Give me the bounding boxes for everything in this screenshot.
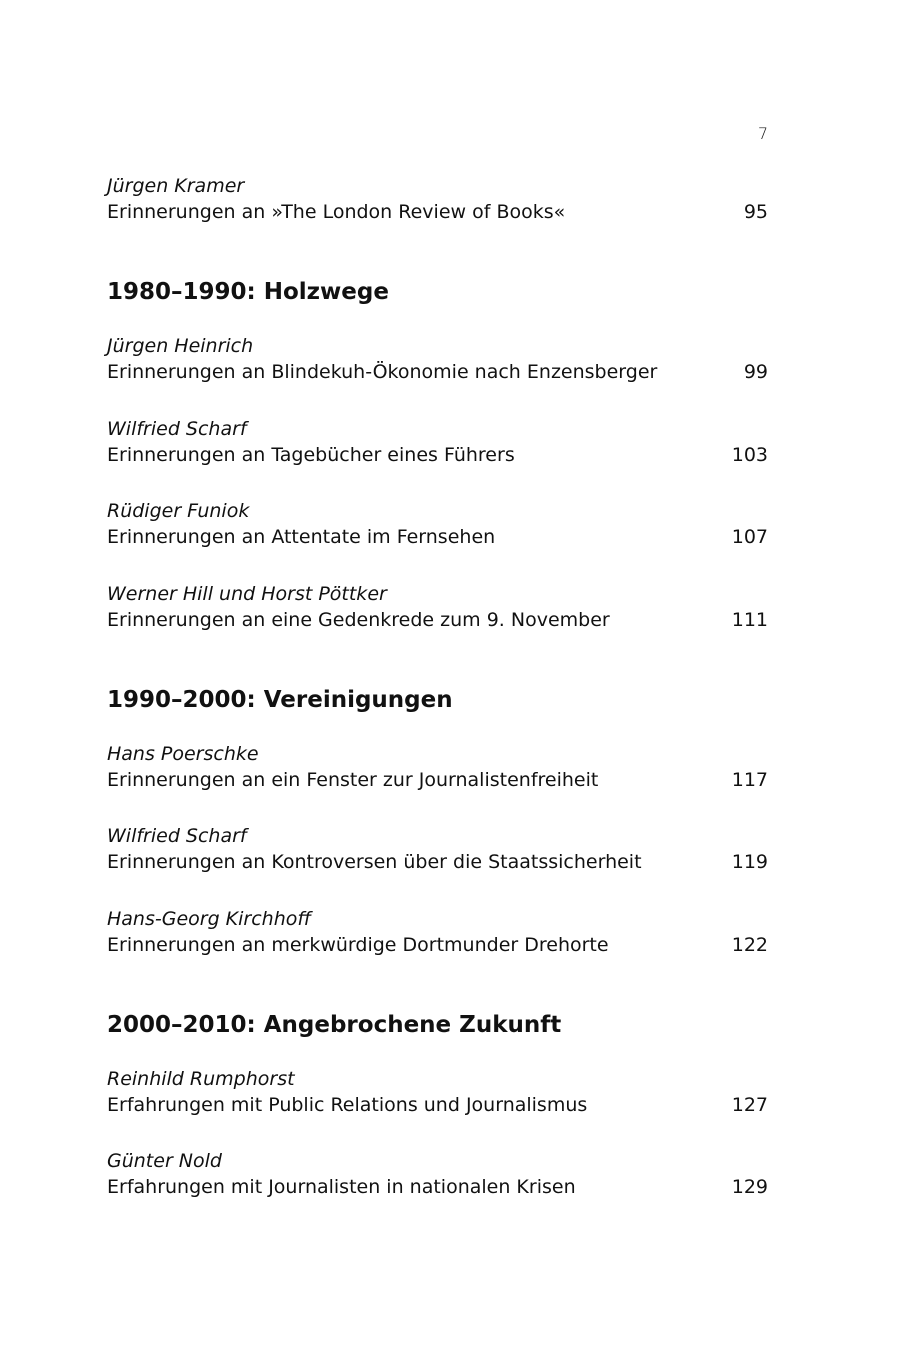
section-heading: 1980–1990: Holzwege [107, 279, 389, 305]
entry-page-number: 107 [731, 526, 768, 548]
entry-author: Jürgen Kramer [107, 175, 245, 197]
entry-page-number: 103 [731, 443, 768, 466]
entry-author: Jürgen Heinrich [107, 335, 254, 357]
toc-entry [107, 823, 768, 875]
section-heading: 1990–2000: Vereinigungen [107, 686, 453, 713]
entry-title: Erinnerungen an Attentate im Fernsehen [107, 526, 496, 548]
entry-page-number: 99 [743, 361, 768, 383]
toc-entry [107, 741, 768, 793]
entry-title-line [107, 442, 768, 468]
entry-title-line [107, 932, 768, 958]
entry-title: Erinnerungen an ein Fenster zur Journalistenfreiheit [107, 768, 599, 791]
entry-page-number: 127 [731, 1093, 768, 1116]
entry-title-line [107, 767, 768, 793]
entry-title: Erinnerungen an Kontroversen über die Staatssicherheit [107, 851, 642, 873]
entry-author: Wilfried Scharf [107, 417, 247, 440]
entry-title-line [107, 199, 768, 225]
entry-title: Erinnerungen an »The London Review of Books« [107, 201, 566, 223]
toc-section [107, 1010, 768, 1201]
entry-title-line [107, 1174, 768, 1200]
entry-title-line [107, 359, 768, 385]
entry-title: Erinnerungen an eine Gedenkrede zum 9. November [107, 608, 610, 631]
toc-entry [107, 173, 768, 225]
entry-title: Erinnerungen an Blindekuh-Ökonomie nach Enzensberger [107, 361, 658, 383]
entry-author: Werner Hill und Horst Pöttker [107, 582, 387, 605]
toc-entry [107, 416, 768, 468]
toc-entry [107, 1066, 768, 1118]
page-number: 7 [757, 124, 768, 143]
entry-author: Reinhild Rumphorst [107, 1067, 295, 1090]
entry-title-line [107, 849, 768, 875]
entry-author: Hans-Georg Kirchhoff [107, 907, 312, 930]
toc-entry [107, 1148, 768, 1200]
toc-entry [107, 581, 768, 633]
entry-author: Günter Nold [107, 1150, 222, 1172]
entry-title: Erfahrungen mit Public Relations und Journalismus [107, 1093, 588, 1116]
entry-author: Rüdiger Funiok [107, 500, 250, 522]
entry-page-number: 95 [743, 201, 768, 223]
toc-section [107, 685, 768, 958]
section-heading: 2000–2010: Angebrochene Zukunft [107, 1011, 562, 1038]
entry-title-line [107, 1092, 768, 1118]
toc-entry [107, 333, 768, 385]
table-of-contents [107, 173, 768, 1231]
entry-title-line [107, 524, 768, 550]
entry-page-number: 117 [731, 768, 768, 791]
toc-entry [107, 906, 768, 958]
toc-section [107, 277, 768, 633]
entry-page-number: 129 [731, 1176, 768, 1198]
entry-page-number: 119 [731, 851, 768, 873]
entry-title: Erinnerungen an merkwürdige Dortmunder Drehorte [107, 933, 609, 956]
toc-entry [107, 498, 768, 550]
entry-author: Hans Poerschke [107, 742, 259, 765]
entry-page-number: 122 [731, 933, 768, 956]
entry-author: Wilfried Scharf [107, 825, 247, 847]
entry-page-number: 111 [731, 608, 768, 631]
entry-title: Erinnerungen an Tagebücher eines Führers [107, 443, 515, 466]
entry-title: Erfahrungen mit Journalisten in nationalen Krisen [107, 1176, 576, 1198]
entry-title-line [107, 607, 768, 633]
